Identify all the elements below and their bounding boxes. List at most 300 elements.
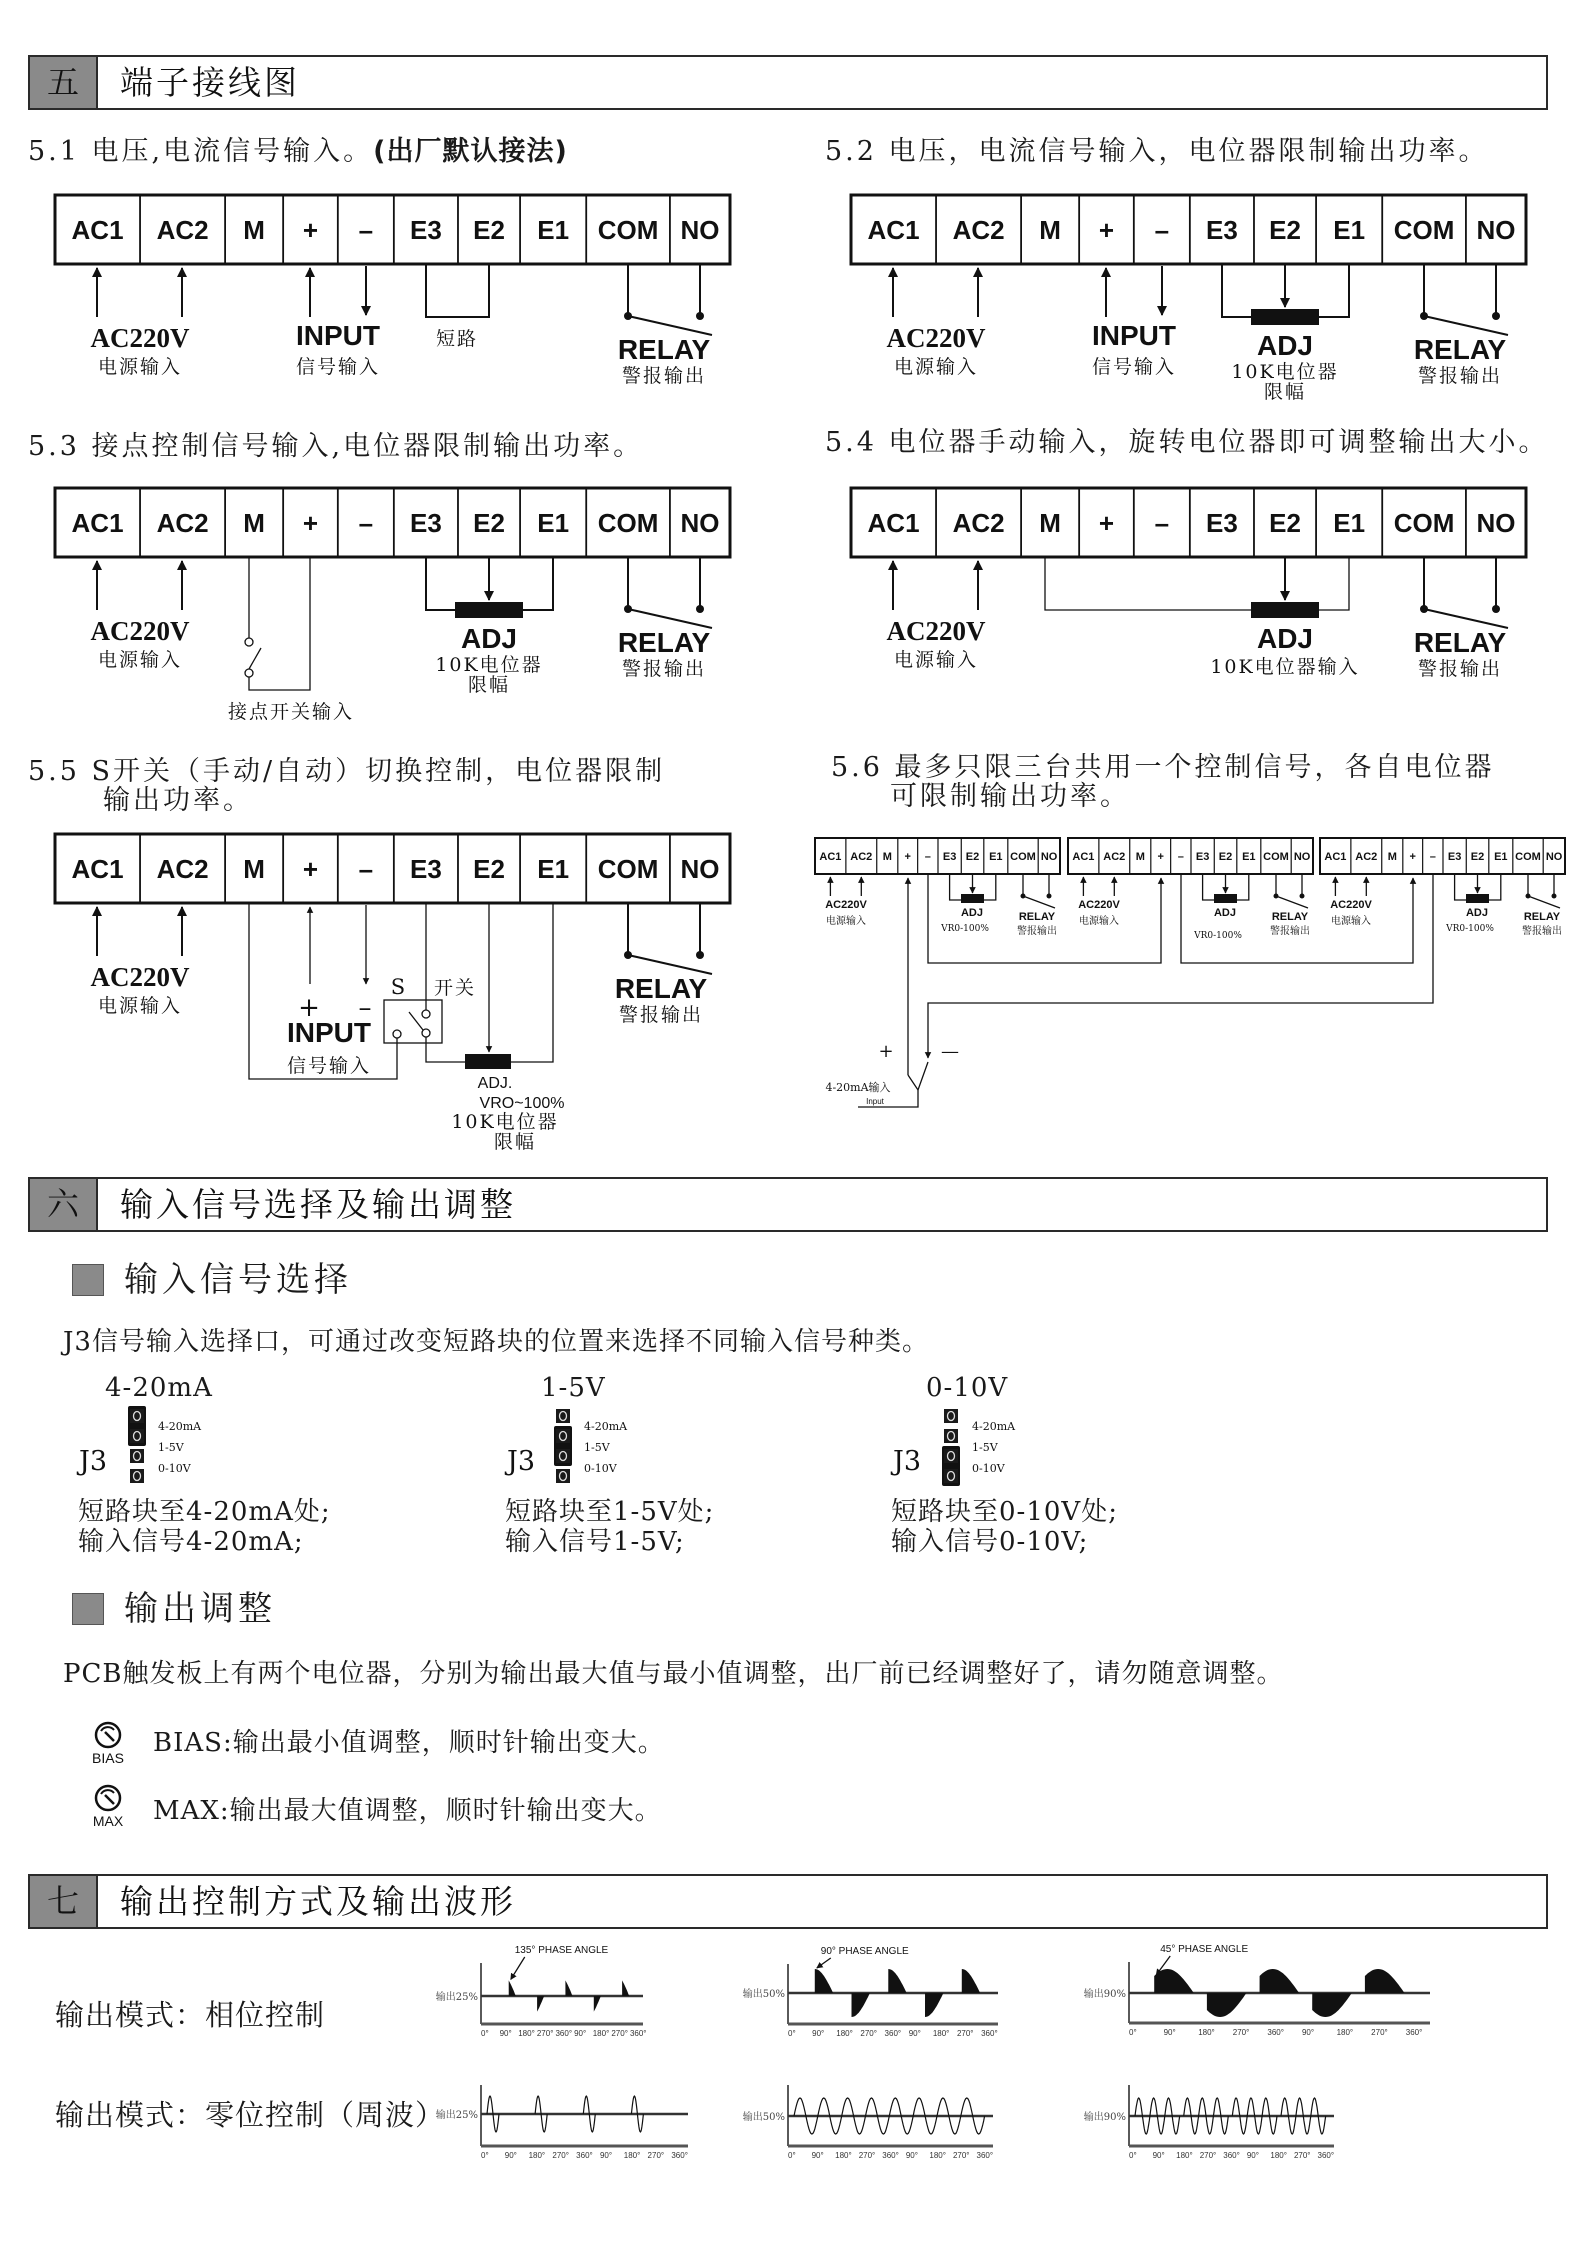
short-label: 短路 (435, 328, 479, 350)
terminal-e3[interactable]: E3 (410, 853, 442, 884)
terminal-ac2[interactable]: AC2 (156, 507, 209, 538)
conducted-half-cycle (537, 1996, 544, 2012)
output-adjust-intro: PCB触发板上有两个电位器，分别为输出最大值与最小值调整，出厂前已经调整好了，请勿随意调整。 (63, 1659, 1284, 1689)
terminal-plus[interactable]: + (302, 507, 319, 538)
terminal-e1[interactable]: E1 (537, 214, 570, 245)
terminal-ac1[interactable]: AC1 (1324, 850, 1347, 863)
terminal-com[interactable]: COM (597, 507, 659, 538)
terminal-strip (815, 838, 1060, 874)
tick-label: 0° (788, 2151, 796, 2160)
switch-label: 接点开关输入 (227, 701, 355, 723)
terminal-m[interactable]: M (1135, 850, 1145, 863)
bias-knob-icon (92, 1723, 124, 1766)
phase-mode-label: 输出模式：相位控制 (55, 1998, 326, 2032)
terminal-e3[interactable]: E3 (942, 850, 957, 863)
power-sub: 电源输入 (1331, 916, 1371, 927)
terminal-e2[interactable]: E2 (965, 850, 980, 863)
terminal-ac1[interactable]: AC1 (819, 850, 842, 863)
terminal-com[interactable]: COM (1515, 850, 1541, 863)
phase-angle-arrow (817, 1958, 831, 1968)
option-title: 1-5V (541, 1373, 606, 1403)
power-sub: 电源输入 (97, 995, 183, 1017)
diagram-5-5-title-line2: 输出功率。 (103, 785, 253, 816)
relay-label: RELAY (1523, 911, 1561, 923)
input-sub: 信号输入 (295, 356, 381, 378)
conducted-half-cycle (1312, 1993, 1352, 2017)
relay-sub: 警报输出 (1417, 365, 1503, 387)
output-label: 输出50% (742, 2112, 785, 2123)
terminal-no[interactable]: NO (1476, 507, 1516, 538)
terminal-com[interactable]: COM (1010, 850, 1036, 863)
conducted-half-cycle (622, 1980, 629, 1996)
relay-label: RELAY (1413, 627, 1507, 658)
title-text: 5.1 电压,电流信号输入。 (28, 136, 374, 167)
tick-label: 360° (884, 2029, 902, 2038)
terminal-ac1[interactable]: AC1 (1072, 850, 1095, 863)
terminal-plus[interactable]: + (904, 850, 911, 863)
tick-label: 270° (956, 2029, 974, 2038)
terminal-e2[interactable]: E2 (473, 507, 505, 538)
j3-label: J3 (79, 1446, 108, 1477)
adj-range: VR0-100% (1194, 931, 1242, 941)
terminal-strip (851, 195, 1526, 264)
tick-label: 180° (528, 2151, 546, 2160)
power-sub: 电源输入 (893, 356, 979, 378)
input-select-intro: J3信号输入选择口，可通过改变短路块的位置来选择不同输入信号种类。 (63, 1327, 929, 1357)
conducted-half-cycle (1365, 1969, 1405, 1993)
input-label: INPUT (296, 320, 380, 351)
relay-symbol (1420, 264, 1508, 335)
power-label: AC220V (1330, 899, 1372, 911)
terminal-e3[interactable]: E3 (1206, 214, 1238, 245)
tick-label: 90° (1301, 2028, 1315, 2037)
j3-label: J3 (507, 1446, 536, 1477)
adj-range: VR0-100% (1446, 924, 1494, 934)
terminal-m[interactable]: M (243, 853, 265, 884)
tick-label: 90° (812, 2029, 825, 2038)
conducted-half-cycle (1260, 1969, 1300, 1993)
terminal-e3[interactable]: E3 (1195, 850, 1210, 863)
tick-label: 270° (611, 2029, 628, 2038)
terminal-e1[interactable]: E1 (537, 507, 570, 538)
subheading-output-adjust: 输出调整 (124, 1589, 276, 1629)
tick-label: 0° (481, 2029, 489, 2038)
terminal-m[interactable]: M (1039, 214, 1061, 245)
tick-label: 90° (908, 2029, 921, 2038)
minus-sign: – (358, 993, 374, 1023)
terminal-ac1[interactable]: AC1 (71, 853, 124, 884)
tick-label: 90° (1163, 2028, 1176, 2037)
tick-label: 270° (552, 2151, 569, 2160)
option-desc-2: 输入信号4-20mA; (78, 1527, 304, 1557)
terminal-com[interactable]: COM (597, 853, 659, 884)
section-title: 输出控制方式及输出波形 (120, 1882, 516, 1921)
power-sub: 电源输入 (97, 356, 183, 378)
conducted-half-cycle (925, 1993, 943, 2017)
terminal-e1[interactable]: E1 (1242, 850, 1256, 863)
terminal-ac2[interactable]: AC2 (1103, 850, 1126, 863)
terminal-plus[interactable]: + (302, 853, 319, 884)
controller-unit (1068, 838, 1313, 941)
relay-sub: 警报输出 (1522, 926, 1562, 937)
tick-label: 90° (599, 2151, 613, 2160)
terminal-strip (1068, 838, 1313, 874)
output-label: 输出90% (1083, 2112, 1126, 2123)
adj-sub: 10K电位器 (451, 1111, 559, 1133)
j3-jumper (504, 1409, 628, 1483)
relay-contact (1047, 894, 1052, 899)
potentiometer (1466, 894, 1489, 903)
terminal-m[interactable]: M (1039, 507, 1061, 538)
diagram-5-1 (55, 195, 730, 387)
title-note: (出厂默认接法) (373, 136, 568, 167)
terminal-strip (851, 488, 1526, 557)
terminal-ac2[interactable]: AC2 (156, 214, 209, 245)
tick-label: 270° (858, 2151, 876, 2160)
terminal-no[interactable]: NO (1040, 850, 1058, 863)
terminal-minus[interactable]: – (1154, 507, 1170, 538)
tick-label: 360° (629, 2029, 647, 2038)
adj-sub: 10K电位器 (435, 654, 543, 676)
output-label: 输出25% (435, 1992, 478, 2003)
terminal-no[interactable]: NO (680, 507, 720, 538)
terminal-minus[interactable]: – (1429, 850, 1436, 863)
tick-label: 90° (574, 2029, 587, 2038)
terminal-no[interactable]: NO (1476, 214, 1516, 245)
waveforms (436, 1944, 1430, 2160)
option-title: 0-10V (926, 1373, 1009, 1403)
terminal-no[interactable]: NO (1545, 850, 1563, 863)
diagram-5-6-title-line2: 可限制输出功率。 (890, 781, 1130, 812)
tick-label: 90° (499, 2029, 512, 2038)
terminal-m[interactable]: M (1387, 850, 1397, 863)
option-desc-1: 短路块至1-5V处; (505, 1497, 715, 1527)
tick-label: 270° (1371, 2028, 1388, 2037)
pin-label: 1-5V (158, 1441, 184, 1454)
j3-label: J3 (893, 1446, 922, 1477)
adj-label: ADJ (1213, 907, 1237, 919)
terminal-e3[interactable]: E3 (410, 214, 442, 245)
subheading-input-select: 输入信号选择 (124, 1260, 352, 1300)
terminal-plus[interactable]: + (302, 214, 319, 245)
tick-label: 360° (1405, 2028, 1423, 2037)
terminal-e2[interactable]: E2 (1269, 214, 1301, 245)
input-sub: 信号输入 (1091, 356, 1177, 378)
relay-symbol (624, 903, 712, 974)
plus-sign: + (298, 993, 322, 1023)
phase-angle-label: 45° PHASE ANGLE (1160, 1944, 1249, 1955)
terminal-ac2[interactable]: AC2 (850, 850, 873, 863)
j3-jumper (890, 1409, 1016, 1486)
phase-angle-label: 135° PHASE ANGLE (514, 1945, 609, 1956)
adj-sub: 10K电位器 (1231, 361, 1339, 383)
terminal-minus[interactable]: – (358, 853, 374, 884)
terminal-ac2[interactable]: AC2 (952, 507, 1005, 538)
power-sub: 电源输入 (826, 916, 866, 927)
adj-range: VRO~100% (479, 1095, 565, 1112)
terminal-m[interactable]: M (243, 214, 265, 245)
max-description: MAX:输出最大值调整，顺时针输出变大。 (153, 1796, 662, 1826)
tick-label: 270° (1293, 2151, 1311, 2160)
tick-label: 360° (576, 2151, 593, 2160)
adj-label: ADJ (1465, 907, 1489, 919)
tick-label: 90° (1246, 2151, 1259, 2160)
terminal-no[interactable]: NO (680, 853, 720, 884)
terminal-minus[interactable]: – (1154, 214, 1170, 245)
tick-label: 360° (1317, 2151, 1335, 2160)
input-sub: 信号输入 (286, 1055, 372, 1077)
output-label: 输出90% (1083, 1989, 1126, 2000)
tick-label: 360° (1267, 2028, 1284, 2037)
tick-label: 270° (1232, 2028, 1250, 2037)
adj-sub: 10K电位器输入 (1210, 656, 1360, 678)
power-label: AC220V (1078, 899, 1120, 911)
terminal-minus[interactable]: – (358, 214, 374, 245)
input-label: INPUT (1092, 320, 1176, 351)
power-label: AC220V (90, 962, 190, 992)
switch-s-label: S (390, 975, 406, 999)
signal-minus: — (941, 1041, 959, 1062)
section-number: 五 (30, 57, 98, 108)
terminal-com[interactable]: COM (1263, 850, 1289, 863)
terminal-minus[interactable]: – (358, 507, 374, 538)
tick-label: 360° (555, 2029, 573, 2038)
power-sub: 电源输入 (1079, 916, 1119, 927)
power-label: AC220V (886, 616, 986, 646)
terminal-no[interactable]: NO (680, 214, 720, 245)
terminal-minus[interactable]: – (924, 850, 931, 863)
phase-waveform-chart (436, 1945, 647, 2038)
relay-sub: 警报输出 (1417, 658, 1503, 680)
conducted-half-cycle (888, 1969, 906, 1993)
conducted-half-cycle (962, 1969, 980, 1993)
terminal-ac2[interactable]: AC2 (952, 214, 1005, 245)
tick-label: 180° (1270, 2151, 1287, 2160)
tick-label: 270° (860, 2029, 877, 2038)
terminal-e2[interactable]: E2 (1470, 850, 1485, 863)
terminal-e2[interactable]: E2 (1269, 507, 1301, 538)
tick-label: 180° (518, 2029, 535, 2038)
relay-sub: 警报输出 (1017, 926, 1057, 937)
relay-sub: 警报输出 (1270, 926, 1310, 937)
section-title: 输入信号选择及输出调整 (120, 1185, 516, 1224)
power-sub: 电源输入 (97, 649, 183, 671)
signal-plus: + (878, 1041, 894, 1062)
potentiometer (1251, 309, 1319, 325)
controller-unit (1320, 838, 1565, 937)
tick-label: 90° (504, 2151, 517, 2160)
phase-angle-arrow (511, 1957, 525, 1979)
option-desc-2: 输入信号0-10V; (891, 1527, 1089, 1557)
tick-label: 270° (647, 2151, 665, 2160)
tick-label: 270° (536, 2029, 554, 2038)
relay-label: RELAY (1413, 334, 1507, 365)
tick-label: 90° (1152, 2151, 1165, 2160)
pin-label: 4-20mA (972, 1420, 1016, 1433)
relay-label: RELAY (614, 973, 708, 1004)
terminal-m[interactable]: M (882, 850, 892, 863)
section-number: 六 (30, 1179, 98, 1230)
signal-input-label: 4-20mA输入 (825, 1081, 891, 1094)
controller-unit (815, 838, 1060, 937)
terminal-m[interactable]: M (243, 507, 265, 538)
contact-switch (245, 557, 310, 690)
terminal-ac1[interactable]: AC1 (867, 214, 920, 245)
potentiometer (455, 602, 523, 618)
bias-icon-label: BIAS (92, 1750, 124, 1766)
pin-label: 0-10V (584, 1462, 617, 1475)
diagram-5-3 (55, 488, 730, 723)
terminal-e2[interactable]: E2 (1218, 850, 1233, 863)
option-desc-1: 短路块至0-10V处; (891, 1497, 1118, 1527)
tick-label: 0° (788, 2029, 796, 2038)
max-icon-label: MAX (92, 1813, 124, 1829)
terminal-e1[interactable]: E1 (1494, 850, 1508, 863)
conducted-half-cycle (852, 1993, 870, 2017)
phase-waveform-chart (1084, 1944, 1430, 2037)
terminal-e2[interactable]: E2 (473, 853, 505, 884)
tick-label: 180° (929, 2151, 946, 2160)
terminal-e2[interactable]: E2 (473, 214, 505, 245)
conducted-half-cycle (565, 1980, 572, 1996)
conducted-half-cycle (1154, 1969, 1194, 1993)
terminal-plus[interactable]: + (1157, 850, 1164, 863)
output-label: 输出50% (742, 1989, 785, 2000)
zero-cross-waveform-chart (436, 2085, 688, 2160)
pin-label: 0-10V (158, 1462, 191, 1475)
potentiometer (961, 894, 984, 903)
power-label: AC220V (90, 323, 190, 353)
terminal-strip (55, 834, 730, 903)
tick-label: 0° (1129, 2028, 1137, 2037)
tick-label: 360° (1223, 2151, 1240, 2160)
terminal-com[interactable]: COM (597, 214, 659, 245)
conducted-half-cycle (509, 1980, 516, 1996)
potentiometer (465, 1054, 511, 1069)
tick-label: 180° (835, 2151, 852, 2160)
terminal-strip (55, 488, 730, 557)
potentiometer (1214, 894, 1237, 903)
adj-label: ADJ (960, 907, 984, 919)
section-title: 端子接线图 (120, 63, 300, 102)
relay-symbol (624, 557, 712, 628)
power-label: AC220V (825, 899, 867, 911)
j3-jumpers (76, 1406, 1016, 1486)
pin-label: 4-20mA (584, 1420, 628, 1433)
terminal-com[interactable]: COM (1393, 507, 1455, 538)
terminal-plus[interactable]: + (1098, 214, 1115, 245)
tick-label: 0° (481, 2151, 489, 2160)
tick-label: 90° (905, 2151, 918, 2160)
conducted-half-cycle (1207, 1993, 1247, 2017)
terminal-ac2[interactable]: AC2 (156, 853, 209, 884)
relay-label: RELAY (617, 334, 711, 365)
adj-label: ADJ (1256, 623, 1314, 654)
phase-waveform-chart (743, 1946, 998, 2038)
terminal-e1[interactable]: E1 (1333, 507, 1366, 538)
relay-label: RELAY (617, 627, 711, 658)
section-number: 七 (30, 1876, 98, 1927)
adj-sub2: 限幅 (467, 674, 511, 696)
terminal-strip (55, 195, 730, 264)
adj-sub2: 限幅 (1263, 381, 1307, 403)
terminal-minus[interactable]: – (1177, 850, 1184, 863)
adj-label: ADJ (460, 623, 518, 654)
potentiometer (1251, 602, 1319, 618)
tick-label: 180° (932, 2029, 950, 2038)
tick-label: 180° (623, 2151, 641, 2160)
terminal-ac1[interactable]: AC1 (867, 507, 920, 538)
relay-symbol (1420, 557, 1508, 628)
diagram-5-4 (851, 488, 1526, 680)
terminal-e3[interactable]: E3 (1206, 507, 1238, 538)
diagram-5-5-title-line1: 5.5 S开关（手动/自动）切换控制，电位器限制 (28, 756, 666, 787)
terminal-ac1[interactable]: AC1 (71, 214, 124, 245)
relay-sub: 警报输出 (618, 1004, 704, 1026)
power-label: AC220V (90, 616, 190, 646)
tick-label: 360° (981, 2029, 998, 2038)
pin-label: 4-20mA (158, 1420, 202, 1433)
max-knob-icon (93, 1786, 124, 1829)
relay-symbol (624, 264, 712, 335)
output-label: 输出25% (435, 2110, 478, 2121)
terminal-plus[interactable]: + (1098, 507, 1115, 538)
zero-cross-waveform-chart (1084, 2085, 1334, 2160)
diagram-5-2-title: 5.2 电压，电流信号输入，电位器限制输出功率。 (825, 136, 1489, 167)
diagram-5-3-title: 5.3 接点控制信号输入,电位器限制输出功率。 (28, 431, 644, 462)
terminal-e1[interactable]: E1 (1333, 214, 1366, 245)
diagram-5-2 (851, 195, 1526, 403)
option-desc-1: 短路块至4-20mA处; (78, 1497, 331, 1527)
power-label: AC220V (886, 323, 986, 353)
tick-label: 270° (1199, 2151, 1217, 2160)
terminal-ac2[interactable]: AC2 (1355, 850, 1378, 863)
relay-label: RELAY (1271, 911, 1309, 923)
option-title: 4-20mA (105, 1373, 213, 1403)
tick-label: 360° (882, 2151, 899, 2160)
tick-label: 180° (1198, 2028, 1215, 2037)
adj-range: VR0-100% (941, 924, 989, 934)
diagram-5-6-title-line1: 5.6 最多只限三台共用一个控制信号，各自电位器 (831, 752, 1495, 783)
switch-label: 开关 (433, 977, 477, 999)
relay-contact (1552, 894, 1557, 899)
relay-label: RELAY (1018, 911, 1056, 923)
terminal-no[interactable]: NO (1293, 850, 1311, 863)
terminal-e1[interactable]: E1 (537, 853, 570, 884)
signal-input-en: Input (866, 1097, 884, 1106)
zero-mode-label: 输出模式：零位控制（周波） (55, 2098, 446, 2132)
terminal-e3[interactable]: E3 (1447, 850, 1462, 863)
terminal-com[interactable]: COM (1393, 214, 1455, 245)
adj-sub2: 限幅 (493, 1131, 537, 1153)
tick-label: 90° (811, 2151, 824, 2160)
relay-sub: 警报输出 (621, 658, 707, 680)
pin-label: 1-5V (584, 1441, 610, 1454)
phase-angle-label: 90° PHASE ANGLE (820, 1946, 909, 1957)
bias-description: BIAS:输出最小值调整，顺时针输出变大。 (153, 1728, 665, 1758)
zero-cross-waveform-chart (743, 2085, 993, 2160)
conducted-half-cycle (815, 1969, 833, 1993)
terminal-e1[interactable]: E1 (989, 850, 1003, 863)
short-jumper-wire (426, 264, 489, 317)
diagram-5-5 (55, 834, 730, 1153)
terminal-ac1[interactable]: AC1 (71, 507, 124, 538)
relay-contact (1300, 894, 1305, 899)
terminal-plus[interactable]: + (1409, 850, 1416, 863)
tick-label: 360° (976, 2151, 994, 2160)
terminal-e3[interactable]: E3 (410, 507, 442, 538)
tick-label: 180° (592, 2029, 610, 2038)
